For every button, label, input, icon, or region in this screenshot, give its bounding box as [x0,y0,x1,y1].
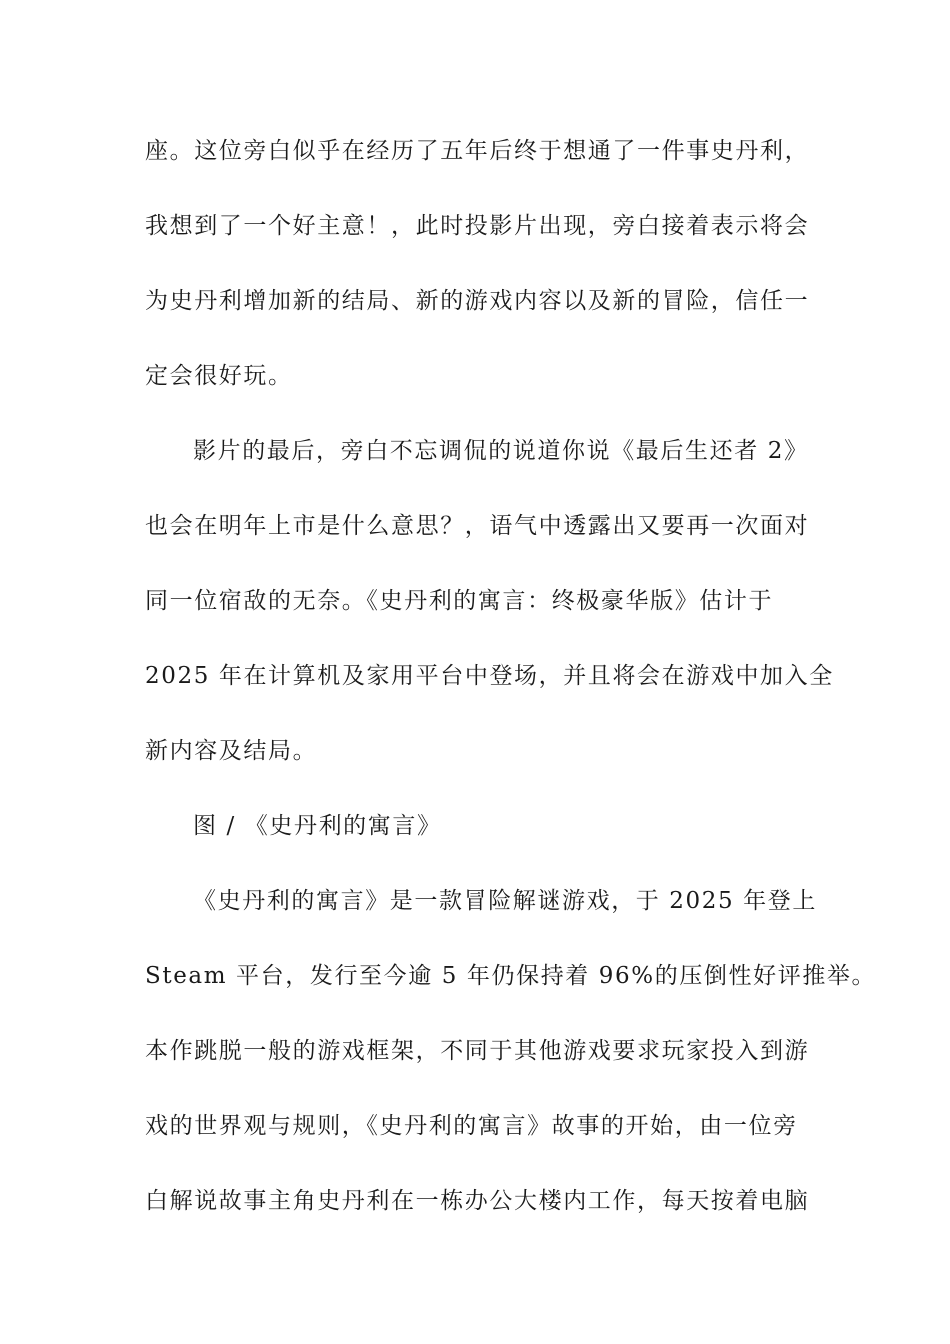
text-line: 白解说故事主角史丹利在一栋办公大楼内工作，每天按着电脑 [145,1188,810,1214]
text-line: 同一位宿敌的无奈。《史丹利的寓言：终极豪华版》估计于 [145,588,774,614]
text-line: Steam 平台，发行至今逾 5 年仍保持着 96%的压倒性好评推举。 [145,963,877,989]
paragraph-start-line: 影片的最后，旁白不忘调侃的说道你说《最后生还者 2》 [193,438,809,464]
text-line: 2025 年在计算机及家用平台中登场，并且将会在游戏中加入全 [145,663,834,689]
paragraph-start-line: 《史丹利的寓言》是一款冒险解谜游戏，于 2025 年登上 [193,888,817,914]
text-line: 为史丹利增加新的结局、新的游戏内容以及新的冒险，信任一 [145,288,810,314]
text-line: 定会很好玩。 [145,363,293,389]
text-line: 本作跳脱一般的游戏框架，不同于其他游戏要求玩家投入到游 [145,1038,810,1064]
text-line: 戏的世界观与规则，《史丹利的寓言》故事的开始，由一位旁 [145,1113,798,1139]
text-line: 我想到了一个好主意！，此时投影片出现，旁白接着表示将会 [145,213,810,239]
figure-caption: 图 / 《史丹利的寓言》 [193,813,442,839]
text-line: 也会在明年上市是什么意思？，语气中透露出又要再一次面对 [145,513,810,539]
text-line: 座。这位旁白似乎在经历了五年后终于想通了一件事史丹利， [145,138,810,164]
text-line: 新内容及结局。 [145,738,318,764]
